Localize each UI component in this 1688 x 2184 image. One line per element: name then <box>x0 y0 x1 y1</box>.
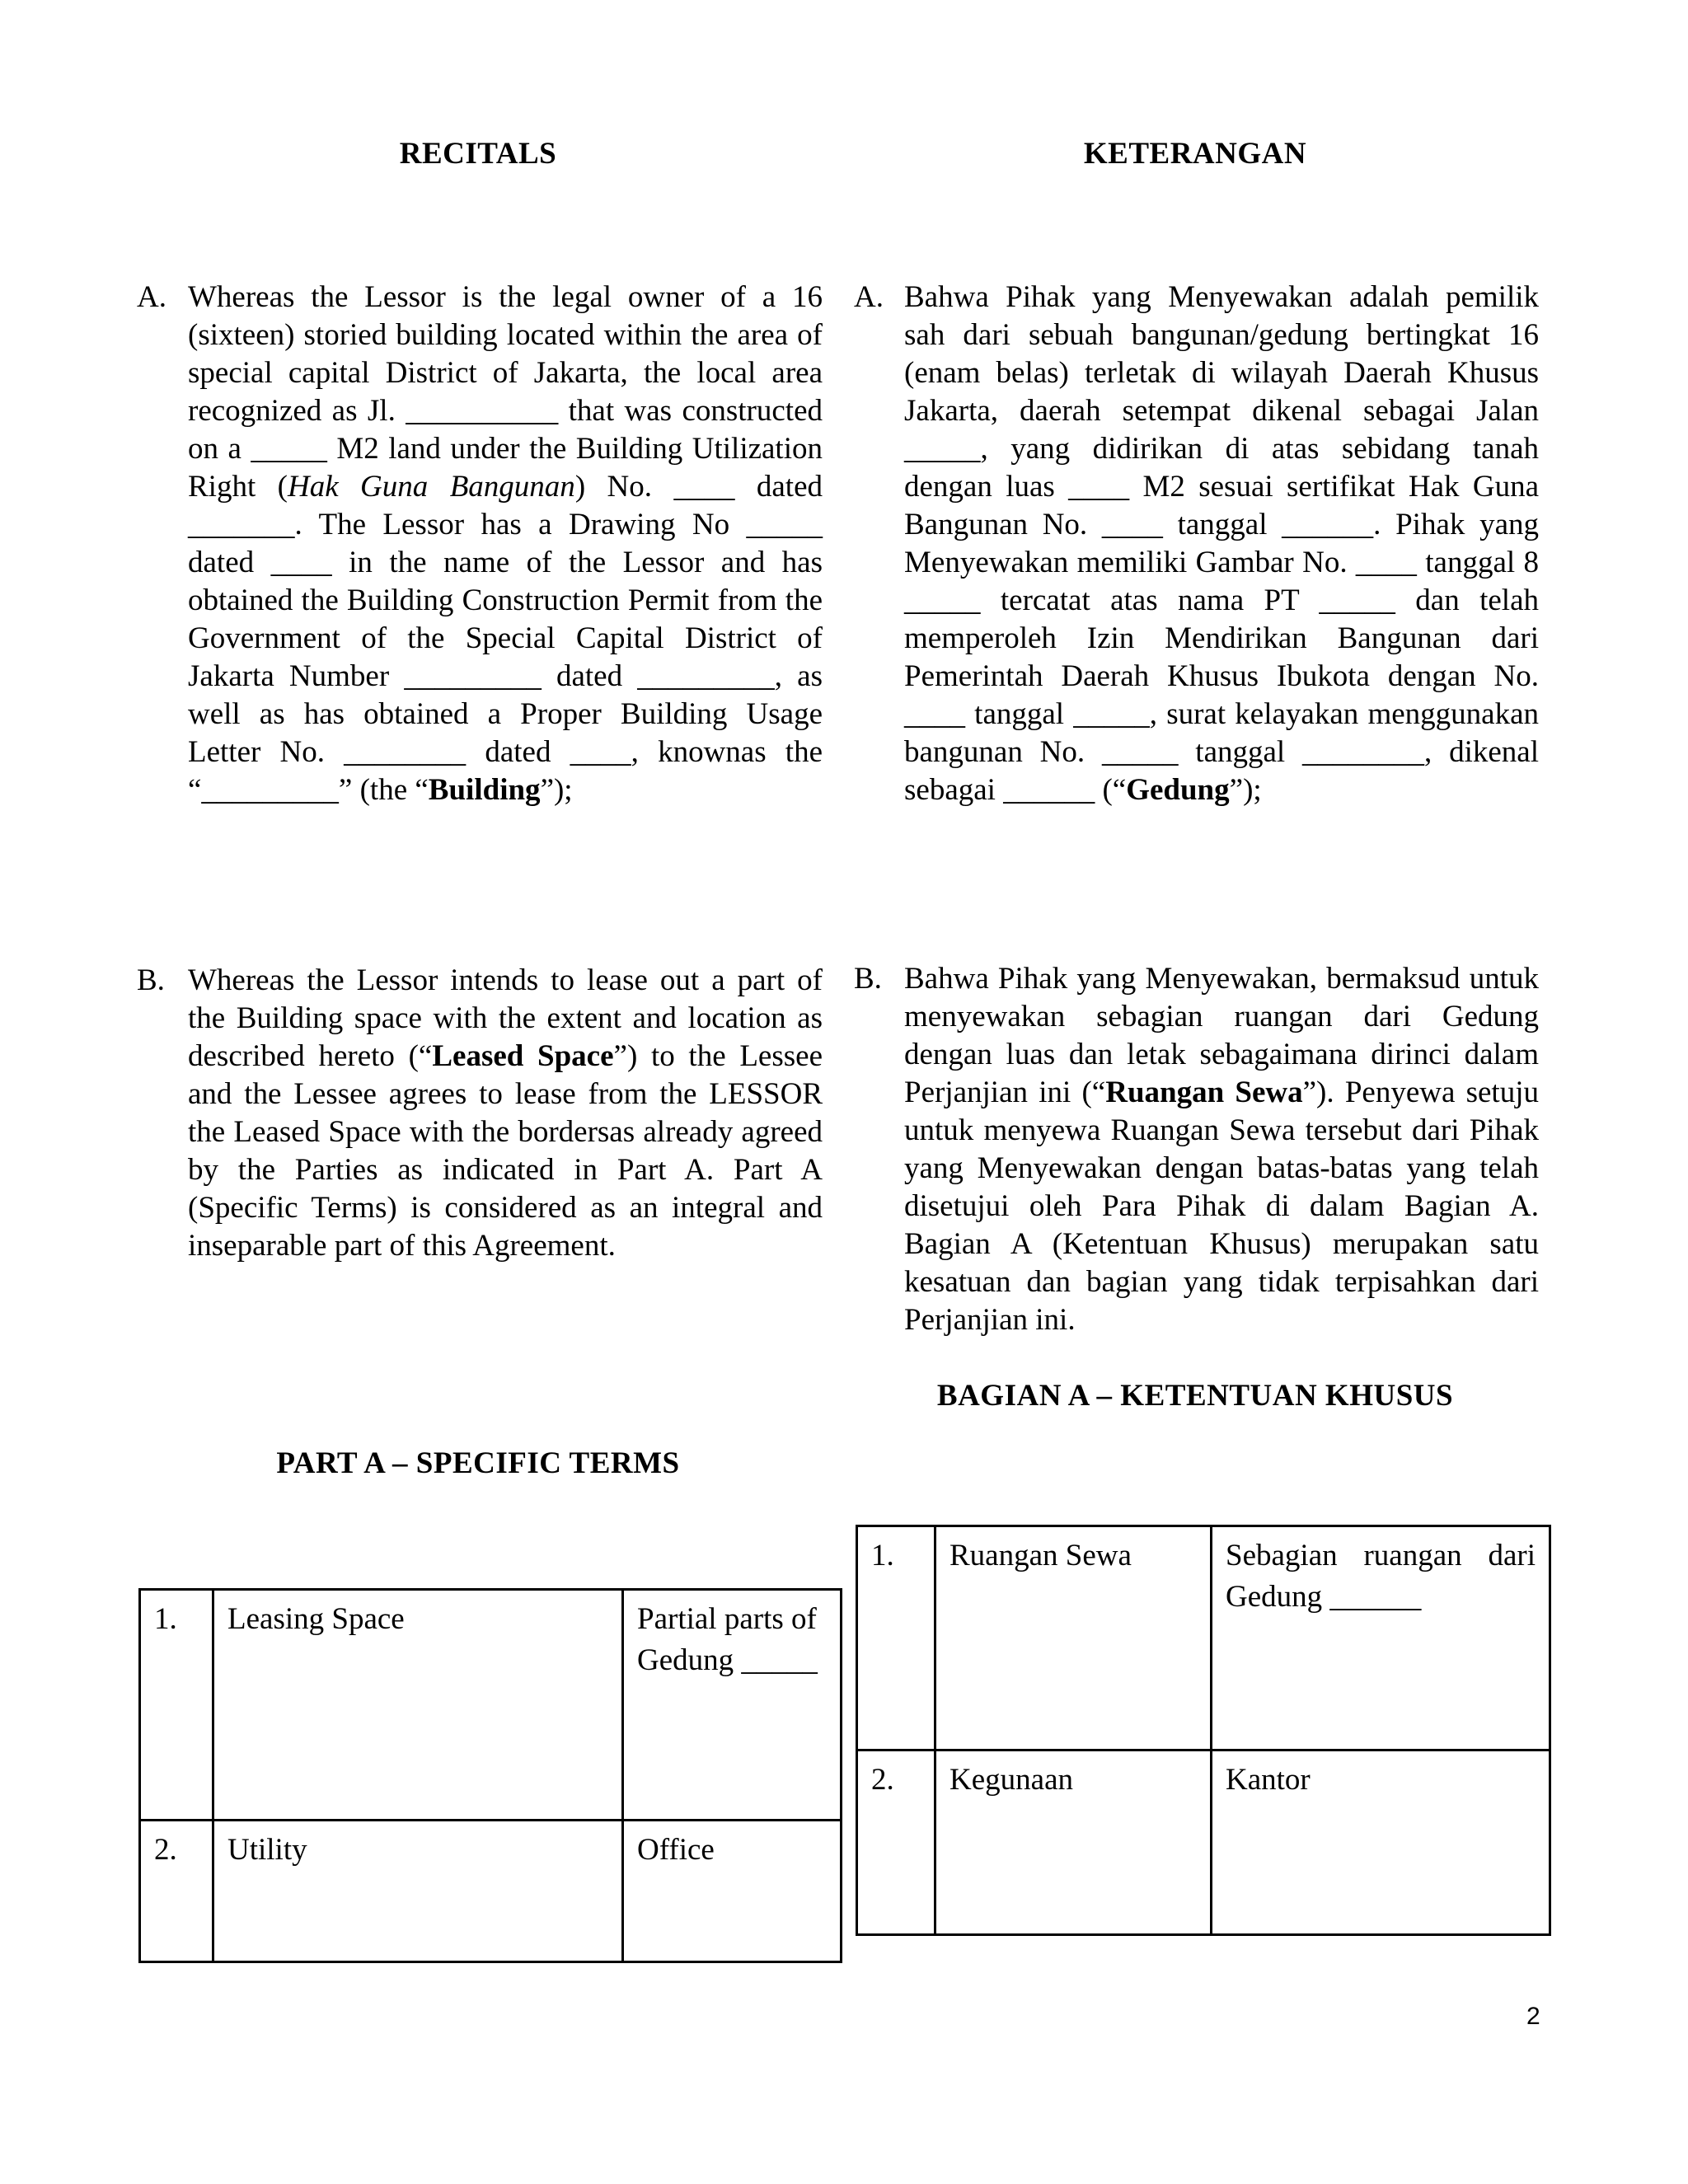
row-label: Ruangan Sewa <box>935 1526 1212 1750</box>
left-terms-table <box>138 1588 842 1963</box>
left-recital-a-text: Whereas the Lessor is the legal owner of a 16 (sixteen) storied building located within the area of special capital District of Jakarta, the local area recognized as Jl. __________ that was constructed on a _____ M2 land under the Building Utilization Right (Hak Guna Bangunan) No. ____ dated _______. The Lessor has a Drawing No _____ dated ____ in the name of the Lessor and has obtained the Building Construction Permit from the Government of the Special Capital District of Jakarta Number _________ dated _________, as well as has obtained a Proper Building Usage Letter No. ________ dated ____, knownas the “_________” (the “Building”); <box>188 280 823 807</box>
row-number: 2. <box>140 1821 213 1962</box>
right-part-heading: BAGIAN A – KETENTUAN KHUSUS <box>936 1379 1454 1413</box>
right-recital-a-text: Bahwa Pihak yang Menyewakan adalah pemilik sah dari sebuah bangunan/gedung bertingkat 16 (enam belas) terletak di wilayah Daerah Khusus Jakarta, daerah setempat dikenal sebagai Jalan _____, yang didirikan di atas sebidang tanah dengan luas ____ M2 sesuai sertifikat Hak Guna Bangunan No. ____ tanggal ______. Pihak yang Menyewakan memiliki Gambar No. ____ tanggal 8 _____ tercatat atas nama PT _____ dan telah memperoleh Izin Mendirikan Bangunan dari Pemerintah Daerah Khusus Ibukota dengan No. ____ tanggal _____, surat kelayakan menggunakan bangunan No. _____ tanggal ________, dikenal sebagai ______ (“Gedung”); <box>904 280 1539 807</box>
table-row <box>857 1750 1550 1935</box>
row-number: 1. <box>140 1590 213 1821</box>
left-part-heading: PART A – SPECIFIC TERMS <box>276 1446 680 1480</box>
left-recital-a-marker: A. <box>137 280 166 314</box>
row-number: 1. <box>857 1526 935 1750</box>
row-value: Office <box>623 1821 842 1962</box>
row-label: Utility <box>213 1821 623 1962</box>
row-value: Kantor <box>1212 1750 1550 1935</box>
table-row <box>140 1590 842 1821</box>
row-value: Partial parts of Gedung _____ <box>623 1590 842 1821</box>
right-terms-table <box>856 1525 1551 1936</box>
page-number: 2 <box>1526 2003 1540 2030</box>
table-row <box>140 1821 842 1962</box>
left-recital-b-text: Whereas the Lessor intends to lease out a part of the Building space with the extent and location as described hereto (“Leased Space”) to the Lessee and the Lessee agrees to lease from the LESSOR the Leased Space with the bordersas already agreed by the Parties as indicated in Part A. Part A (Specific Terms) is considered as an integral and inseparable part of this Agreement. <box>188 963 823 1263</box>
row-label: Leasing Space <box>213 1590 623 1821</box>
row-label: Kegunaan <box>935 1750 1212 1935</box>
right-heading: KETERANGAN <box>1083 137 1307 171</box>
table-row <box>857 1526 1550 1750</box>
row-number: 2. <box>857 1750 935 1935</box>
row-value: Sebagian ruangan dari Gedung ______ <box>1212 1526 1550 1750</box>
right-recital-a-marker: A. <box>854 280 884 314</box>
left-recital-b-marker: B. <box>137 963 165 997</box>
right-recital-b-text: Bahwa Pihak yang Menyewakan, bermaksud untuk menyewakan sebagian ruangan dari Gedung dengan luas dan letak sebagaimana dirinci dalam Perjanjian ini (“Ruangan Sewa”). Penyewa setuju untuk menyewa Ruangan Sewa tersebut dari Pihak yang Menyewakan dengan batas-batas yang telah disetujui oleh Para Pihak di dalam Bagian A. Bagian A (Ketentuan Khusus) merupakan satu kesatuan dan bagian yang tidak terpisahkan dari Perjanjian ini. <box>904 962 1539 1337</box>
right-recital-b-marker: B. <box>854 962 882 996</box>
left-heading: RECITALS <box>399 137 557 171</box>
